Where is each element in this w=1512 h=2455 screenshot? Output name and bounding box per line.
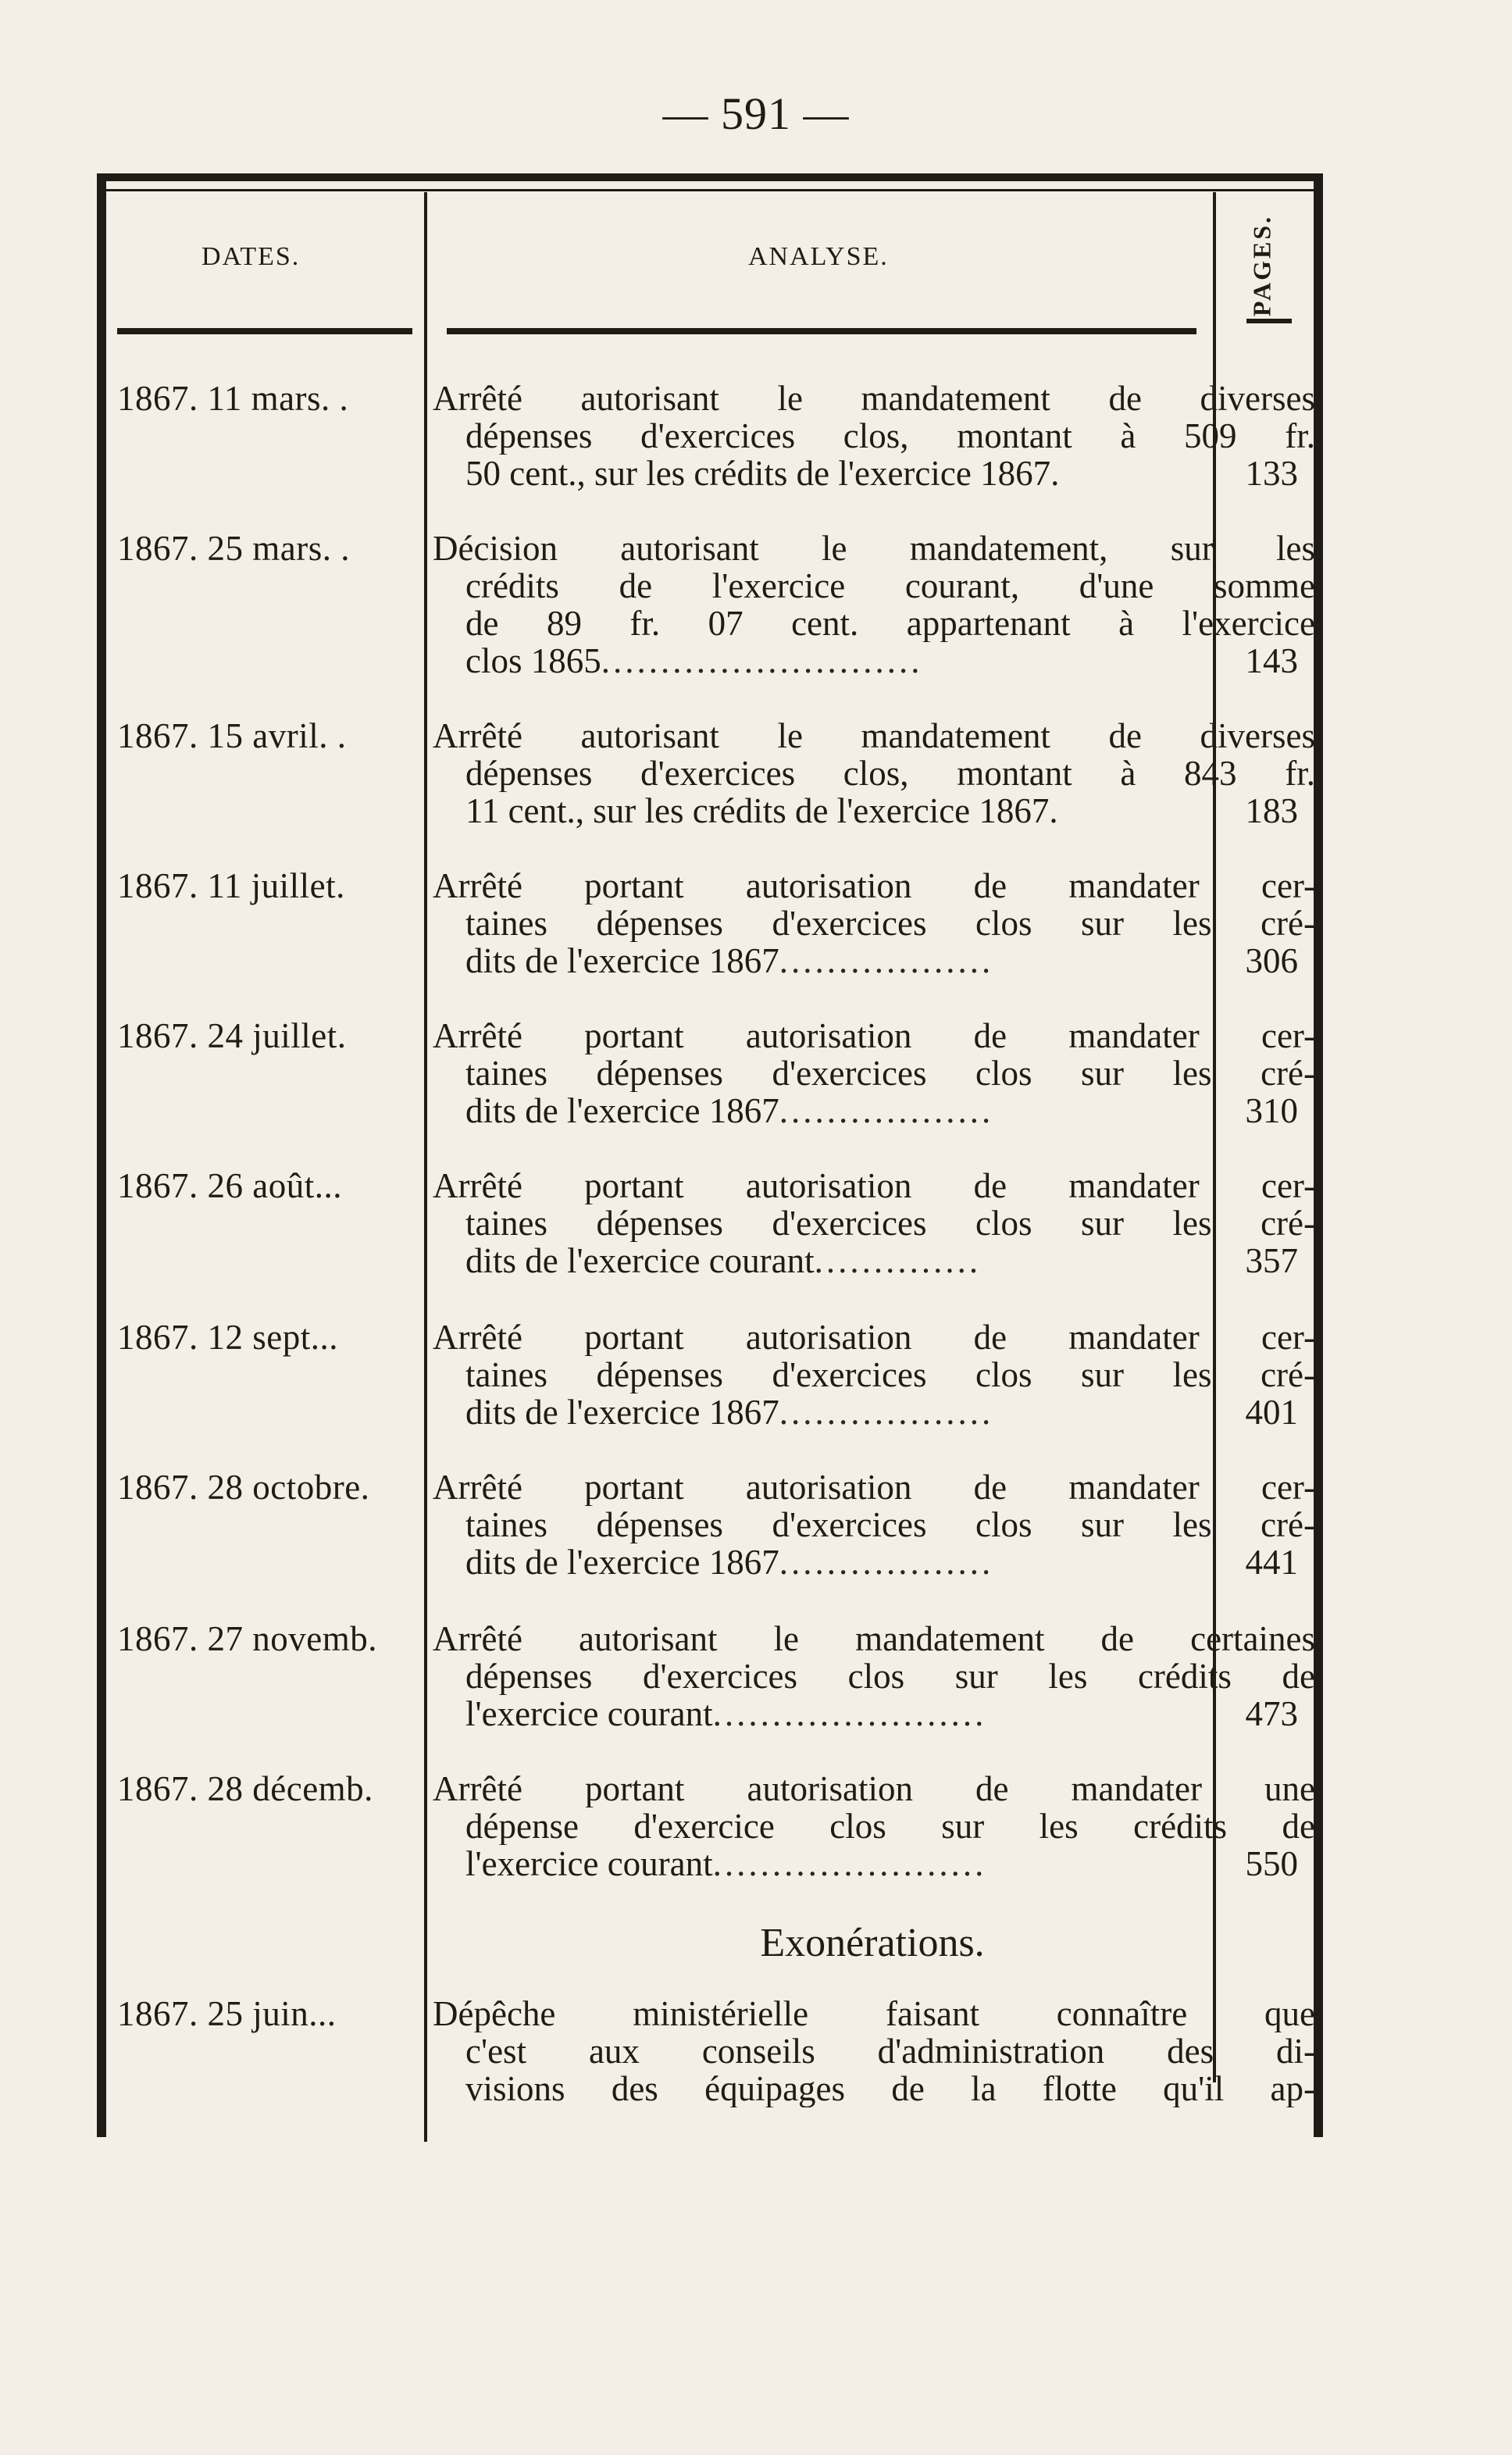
header-rule-dates — [117, 328, 412, 334]
entry-text — [433, 380, 1315, 492]
entry-line-with-leader — [433, 1092, 1315, 1129]
entry-line: 50 cent., sur les crédits de l'exercice 1867. — [465, 455, 1060, 492]
header-rule-pages — [1246, 319, 1292, 323]
entry-text — [433, 1620, 1315, 1732]
entry-line: crédits de l'exercice courant, d'une somme — [465, 567, 1315, 605]
entry-line: 11 cent., sur les crédits de l'exercice 1867. — [465, 792, 1058, 830]
header-pages: PAGES. — [1247, 214, 1276, 317]
entry-line: Arrêté portant autorisation de mandater cer- — [433, 1468, 1315, 1506]
entry-page: 401 — [1245, 1393, 1298, 1432]
entry-date: 1867. 28 décemb. — [117, 1769, 373, 1808]
entry-line-text: dits de l'exercice 1867 — [465, 1393, 779, 1431]
entry-text — [433, 1017, 1315, 1129]
entry-page: 143 — [1245, 641, 1298, 680]
entry-page: 310 — [1245, 1091, 1298, 1130]
entry-text — [433, 1318, 1315, 1431]
entry-line: c'est aux conseils d'administration des di- — [465, 2032, 1315, 2070]
entry-page: 306 — [1245, 941, 1298, 980]
entry-line: taines dépenses d'exercices clos sur les cré- — [465, 1356, 1315, 1393]
entry-date: 1867. 24 juillet. — [117, 1016, 347, 1055]
entry-line: Arrêté autorisant le mandatement de certaines — [433, 1620, 1315, 1657]
entry-line: dépenses d'exercices clos sur les crédits de — [465, 1657, 1315, 1695]
dot-leader: .............. — [814, 1242, 982, 1279]
page-number: — 591 — — [662, 88, 850, 139]
entry-line: taines dépenses d'exercices clos sur les cré- — [465, 905, 1315, 942]
frame-left-rule — [97, 173, 106, 2137]
dot-leader: .................. — [779, 1543, 994, 1581]
entry-date: 1867. 11 juillet. — [117, 866, 345, 905]
entry-date: 1867. 15 avril. . — [117, 716, 347, 755]
entry-line: Arrêté autorisant le mandatement de diverses — [433, 717, 1315, 755]
entry-line: Arrêté portant autorisation de mandater cer- — [433, 867, 1315, 905]
entry-page: 183 — [1245, 791, 1298, 830]
entry-text — [433, 717, 1315, 830]
entry-line: visions des équipages de la flotte qu'il ap- — [465, 2070, 1315, 2107]
entry-line-text: dits de l'exercice 1867 — [465, 942, 779, 980]
header-rule-analyse — [447, 328, 1196, 334]
entry-date: 1867. 26 août... — [117, 1166, 342, 1205]
dot-leader: .................. — [779, 1092, 994, 1129]
entry-line-with-leader — [433, 1242, 1315, 1279]
entry-line: taines dépenses d'exercices clos sur les cré- — [465, 1054, 1315, 1092]
dot-leader: ....................... — [712, 1845, 987, 1882]
entry-date: 1867. 11 mars. . — [117, 379, 349, 418]
entry-page: 357 — [1245, 1241, 1298, 1280]
entry-line: dépense d'exercice clos sur les crédits de — [465, 1807, 1315, 1845]
dot-leader: ........................... — [601, 642, 923, 680]
entry-page: 550 — [1245, 1844, 1298, 1883]
dot-leader: .................. — [779, 1393, 994, 1431]
entry-text — [433, 1770, 1315, 1882]
entry-date: 1867. 25 juin... — [117, 1994, 337, 2033]
entry-line: Arrêté portant autorisation de mandater cer- — [433, 1017, 1315, 1054]
entry-line: Arrêté portant autorisation de mandater une — [433, 1770, 1315, 1807]
entry-page: 473 — [1245, 1694, 1298, 1733]
entry-line: Décision autorisant le mandatement, sur les — [433, 530, 1315, 567]
entry-date: 1867. 28 octobre. — [117, 1468, 370, 1507]
section-title: Exonérations. — [760, 1921, 985, 1965]
entry-line-with-leader — [433, 1695, 1315, 1732]
entry-line-with-leader — [433, 1393, 1315, 1431]
entry-line-text: dits de l'exercice courant — [465, 1242, 815, 1279]
entry-line-with-leader — [433, 942, 1315, 980]
entry-line-text: dits de l'exercice 1867 — [465, 1092, 779, 1129]
entry-line-text: dits de l'exercice 1867 — [465, 1543, 779, 1581]
dot-leader: .................. — [779, 942, 994, 980]
entry-text — [433, 867, 1315, 980]
entry-line: taines dépenses d'exercices clos sur les cré- — [465, 1204, 1315, 1242]
entry-date: 1867. 27 novemb. — [117, 1619, 377, 1658]
frame-top-thin-rule — [106, 189, 1314, 191]
entry-line-text: l'exercice courant — [465, 1695, 713, 1732]
column-divider-dates — [424, 192, 427, 2142]
entry-text — [433, 1995, 1315, 2107]
header-analyse: ANALYSE. — [748, 242, 889, 271]
entry-line: de 89 fr. 07 cent. appartenant à l'exercice — [465, 605, 1315, 642]
entry-text — [433, 530, 1315, 680]
entry-text — [433, 1167, 1315, 1279]
entry-date: 1867. 25 mars. . — [117, 529, 350, 568]
entry-line: dépenses d'exercices clos, montant à 509 fr. — [465, 417, 1315, 455]
entry-line: dépenses d'exercices clos, montant à 843 fr. — [465, 755, 1315, 792]
entry-date: 1867. 12 sept... — [117, 1318, 338, 1357]
entry-page: 133 — [1245, 454, 1298, 493]
entry-line: Dépêche ministérielle faisant connaître que — [433, 1995, 1315, 2032]
entry-line: taines dépenses d'exercices clos sur les cré- — [465, 1506, 1315, 1543]
entry-line-text: clos 1865 — [465, 642, 601, 680]
header-dates: DATES. — [201, 242, 301, 271]
entry-page: 441 — [1245, 1543, 1298, 1582]
entry-line: Arrêté portant autorisation de mandater cer- — [433, 1167, 1315, 1204]
entry-text — [433, 1468, 1315, 1581]
entry-line-with-leader — [433, 1845, 1315, 1882]
entry-line-with-leader — [433, 642, 1315, 680]
entry-line: Arrêté autorisant le mandatement de diverses — [433, 380, 1315, 417]
dot-leader: ....................... — [712, 1695, 987, 1732]
frame-top-rule — [97, 173, 1323, 181]
entry-line-text: l'exercice courant — [465, 1845, 713, 1882]
entry-line: Arrêté portant autorisation de mandater cer- — [433, 1318, 1315, 1356]
entry-line-with-leader — [433, 1543, 1315, 1581]
